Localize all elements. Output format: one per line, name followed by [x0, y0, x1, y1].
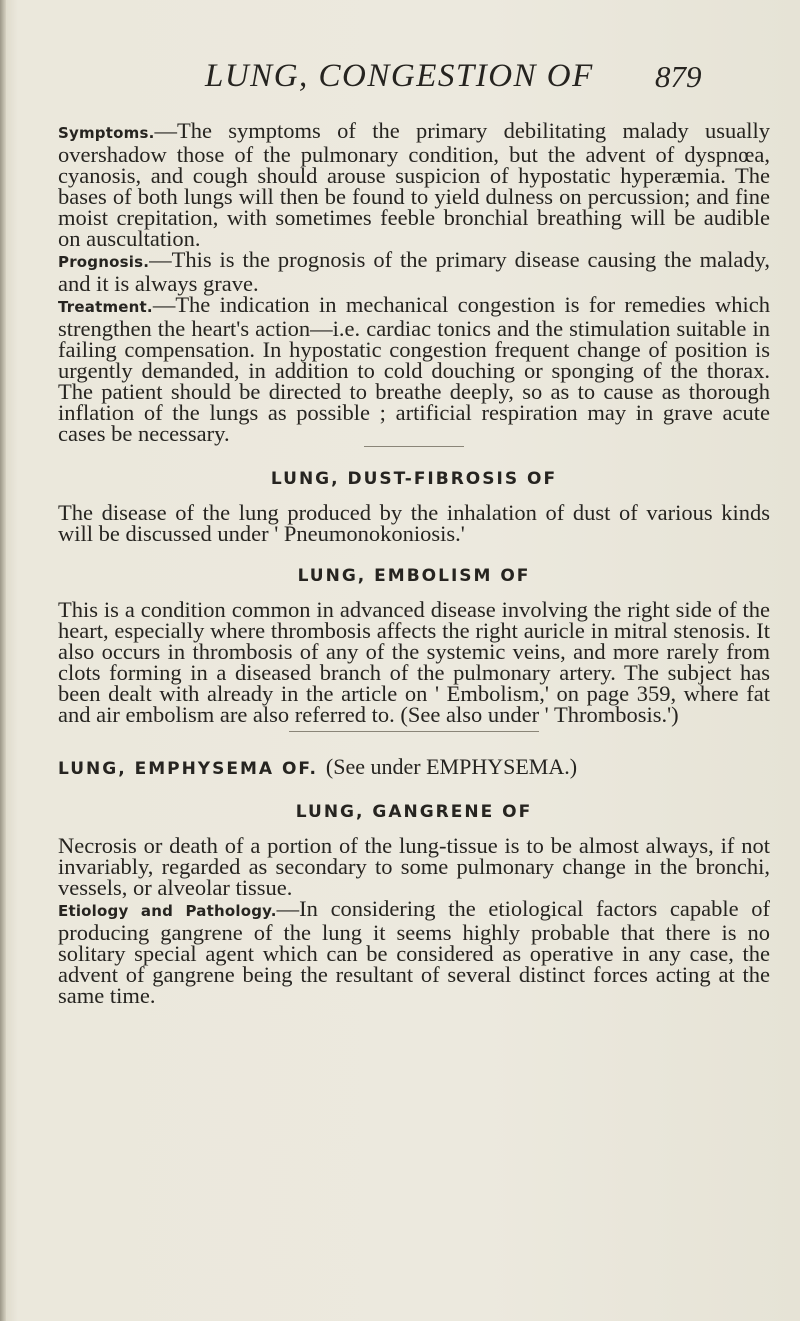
heading-embolism: LUNG, EMBOLISM OF: [297, 566, 531, 586]
dust-fibrosis-paragraph: The disease of the lung produced by the inhalation of dust of various kinds will be discussed under ' Pneumonokoniosis.': [58, 500, 770, 546]
emphysema-cross-reference: (See under EMPHYSEMA.): [325, 754, 578, 779]
symptoms-text: —The symptoms of the primary debilitating malady usually overshadow those of the pulmonary condition, but the advent of dyspnœa, cyanosis, and cough should arouse suspicion of hypostatic hyperæmia. The bases of both lungs will then be found to yield dulness on percussion; and fine moist crepitation, with sometimes feeble bronchial breathing will be audible on auscultation.: [58, 118, 770, 251]
etiology-paragraph: [58, 898, 770, 1006]
symptoms-paragraph: [58, 120, 770, 249]
gangrene-intro-paragraph: Necrosis or death of a portion of the lung-tissue is to be almost always, if not invariably, regarded as secondary to some pulmonary change in the bronchi, vessels, or alveolar tissue.: [58, 833, 770, 900]
prognosis-label: Prognosis.: [58, 253, 150, 271]
prognosis-text: —This is the prognosis of the primary disease causing the malady, and it is always grave.: [58, 247, 770, 296]
page-header: [0, 58, 800, 98]
treatment-text: —The indication in mechanical congestion is for remedies which strengthen the heart's action—i.e. cardiac tonics and the stimulation suitable in failing compensation. In hypostatic congestion frequent change of position is urgently demanded, in addition to cold douching or sponging of the thorax. The patient should be directed to breathe deeply, so as to cause as thorough inflation of the lungs as possible ; artificial respiration may in grave acute cases be necessary.: [58, 292, 770, 446]
heading-gangrene: LUNG, GANGRENE OF: [295, 802, 533, 822]
etiology-label: Etiology and Pathology.: [58, 902, 277, 920]
running-head: LUNG, CONGESTION OF: [205, 58, 594, 94]
symptoms-label: Symptoms.: [58, 124, 155, 142]
section-divider: [289, 731, 539, 732]
prognosis-paragraph: [58, 249, 770, 294]
emphysema-heading-text: LUNG, EMPHYSEMA OF.: [58, 759, 318, 779]
etiology-text: —In considering the etiological factors capable of producing gangrene of the lung it seems highly probable that there is no solitary special agent which can be considered as operative in any case, the advent of gangrene being the resultant of several distinct forces acting at the same time.: [58, 896, 771, 1008]
page-gutter-edge: [0, 0, 6, 1321]
page-body: [58, 120, 770, 1006]
treatment-paragraph: [58, 294, 770, 444]
embolism-paragraph: This is a condition common in advanced disease involving the right side of the heart, especially where thrombosis affects the right auricle in mitral stenosis. It also occurs in thrombosis of any of the systemic veins, and more rarely from clots forming in a diseased branch of the pulmonary artery. The subject has been dealt with already in the article on ' Embolism,' on page 359, where fat and air embolism are also referred to. (See also under ' Thrombosis.'): [58, 597, 770, 727]
treatment-label: Treatment.: [58, 298, 153, 316]
heading-emphysema: [58, 756, 770, 780]
section-divider: [364, 446, 464, 447]
page-number: 879: [655, 59, 702, 94]
heading-dust-fibrosis: LUNG, DUST-FIBROSIS OF: [270, 469, 558, 489]
